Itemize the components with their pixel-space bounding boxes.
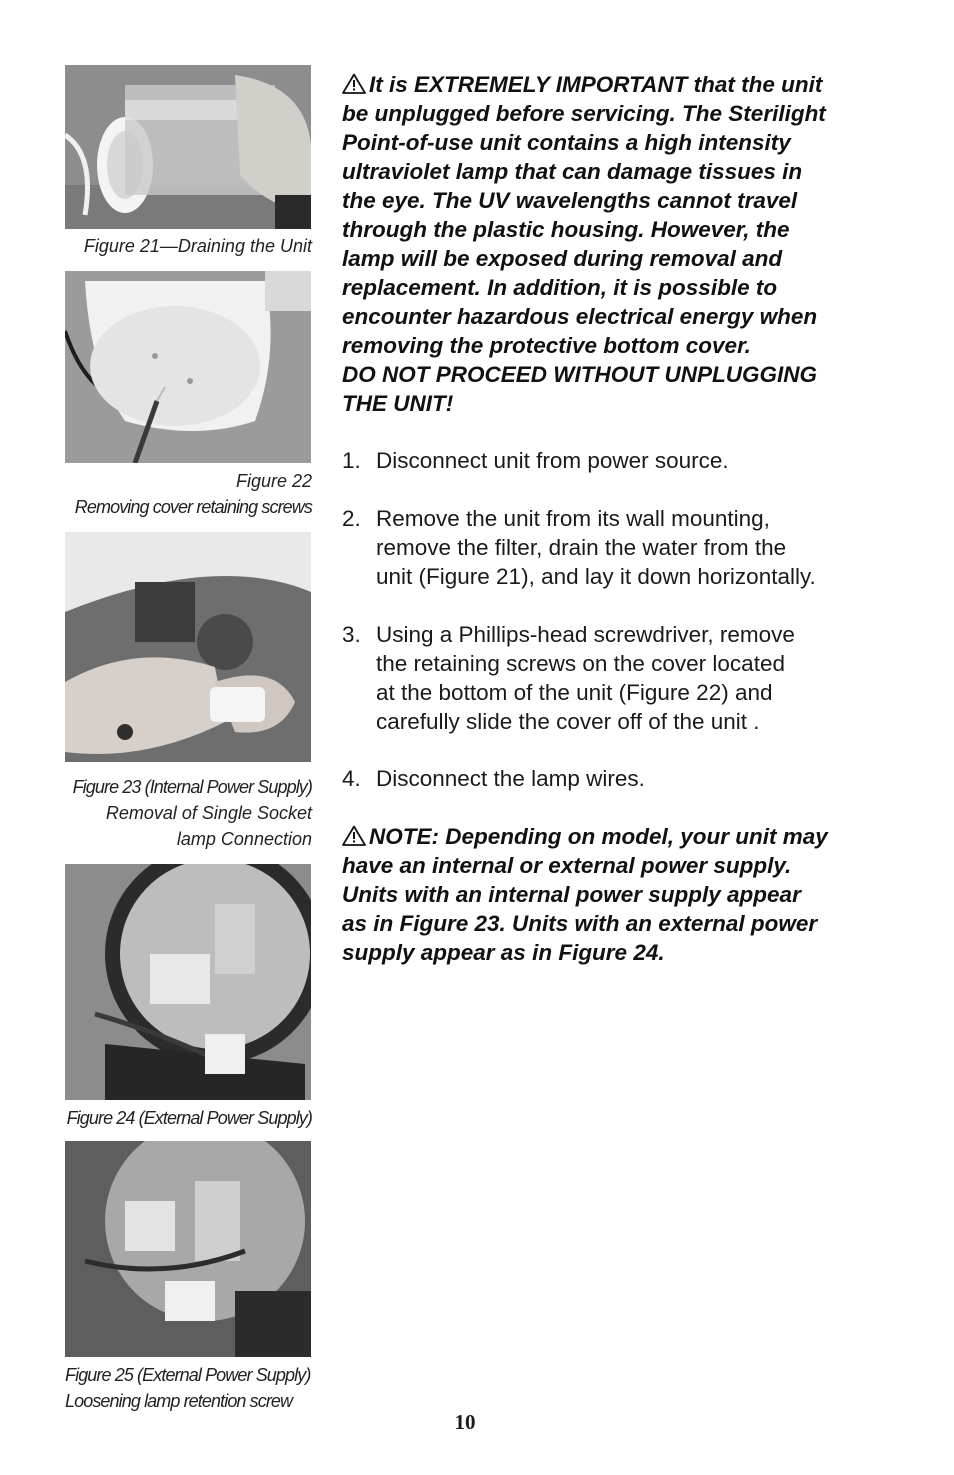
- figure-24-photo: [65, 864, 311, 1100]
- warning-line: Point-of-use unit contains a high intensity: [342, 130, 791, 155]
- step-number: 2.: [342, 506, 361, 531]
- warning-note: [342, 822, 902, 967]
- warning-line: encounter hazardous electrical energy when: [342, 304, 818, 329]
- warning-triangle-icon: [342, 825, 366, 846]
- step-text: Remove the unit from its wall mounting, remove the filter, drain the water from the unit (Figure 21), and lay it down horizontally.: [376, 506, 816, 589]
- figure-25-caption: [65, 1362, 317, 1414]
- warning-line: as in Figure 23. Units with an external power: [342, 911, 818, 936]
- warning-line: have an internal or external power supply.: [342, 853, 792, 878]
- step-number: 3.: [342, 622, 361, 647]
- figure-24-caption: [60, 1105, 312, 1131]
- figure-21-caption: [60, 233, 312, 259]
- caption-line: Figure 21—Draining the Unit: [83, 236, 312, 256]
- step-number: 4.: [342, 766, 361, 791]
- caption-line: Removal of Single Socket: [105, 803, 312, 823]
- warning-line: be unplugged before servicing. The Sterilight: [342, 101, 826, 126]
- step-number: 1.: [342, 448, 361, 473]
- page-number: 10: [454, 1410, 476, 1434]
- warning-line: lamp will be exposed during removal and: [342, 246, 783, 271]
- warning-unplug: [342, 70, 902, 418]
- warning-line: supply appear as in Figure 24.: [342, 940, 665, 965]
- warning-line: It is EXTREMELY IMPORTANT that the unit: [342, 70, 902, 99]
- warning-line: DO NOT PROCEED WITHOUT UNPLUGGING: [342, 362, 817, 387]
- warning-line: Units with an internal power supply appear: [342, 882, 801, 907]
- step-text: Disconnect unit from power source.: [376, 448, 729, 473]
- figure-22-photo: [65, 271, 311, 463]
- figure-22-caption: [60, 468, 312, 520]
- warning-line: THE UNIT!: [342, 391, 454, 416]
- step-text: Using a Phillips-head screwdriver, remove the retaining screws on the cover located at the bottom of the unit (Figure 22) and carefully slide the cover off of the unit .: [376, 622, 795, 734]
- caption-line: Figure 25 (External Power Supply): [65, 1365, 311, 1385]
- caption-line: Loosening lamp retention screw: [65, 1391, 293, 1411]
- caption-line: Figure 22: [235, 471, 312, 491]
- figure-21-photo: [65, 65, 311, 229]
- warning-triangle-icon: [342, 73, 366, 94]
- warning-line: replacement. In addition, it is possible to: [342, 275, 778, 300]
- caption-line: Figure 23 (Internal Power Supply): [72, 777, 312, 797]
- caption-line: Removing cover retaining screws: [74, 497, 312, 517]
- warning-line: the eye. The UV wavelengths cannot travel: [342, 188, 798, 213]
- figure-23-caption: [60, 774, 312, 852]
- warning-line: ultraviolet lamp that can damage tissues in: [342, 159, 803, 184]
- caption-line: Figure 24 (External Power Supply): [66, 1108, 312, 1128]
- warning-line: NOTE: Depending on model, your unit may: [342, 822, 902, 851]
- caption-line: lamp Connection: [176, 829, 312, 849]
- warning-line: removing the protective bottom cover.: [342, 333, 751, 358]
- figure-25-photo: [65, 1141, 311, 1357]
- figure-23-photo: [65, 532, 311, 762]
- step-text: Disconnect the lamp wires.: [376, 766, 645, 791]
- warning-line: through the plastic housing. However, the: [342, 217, 790, 242]
